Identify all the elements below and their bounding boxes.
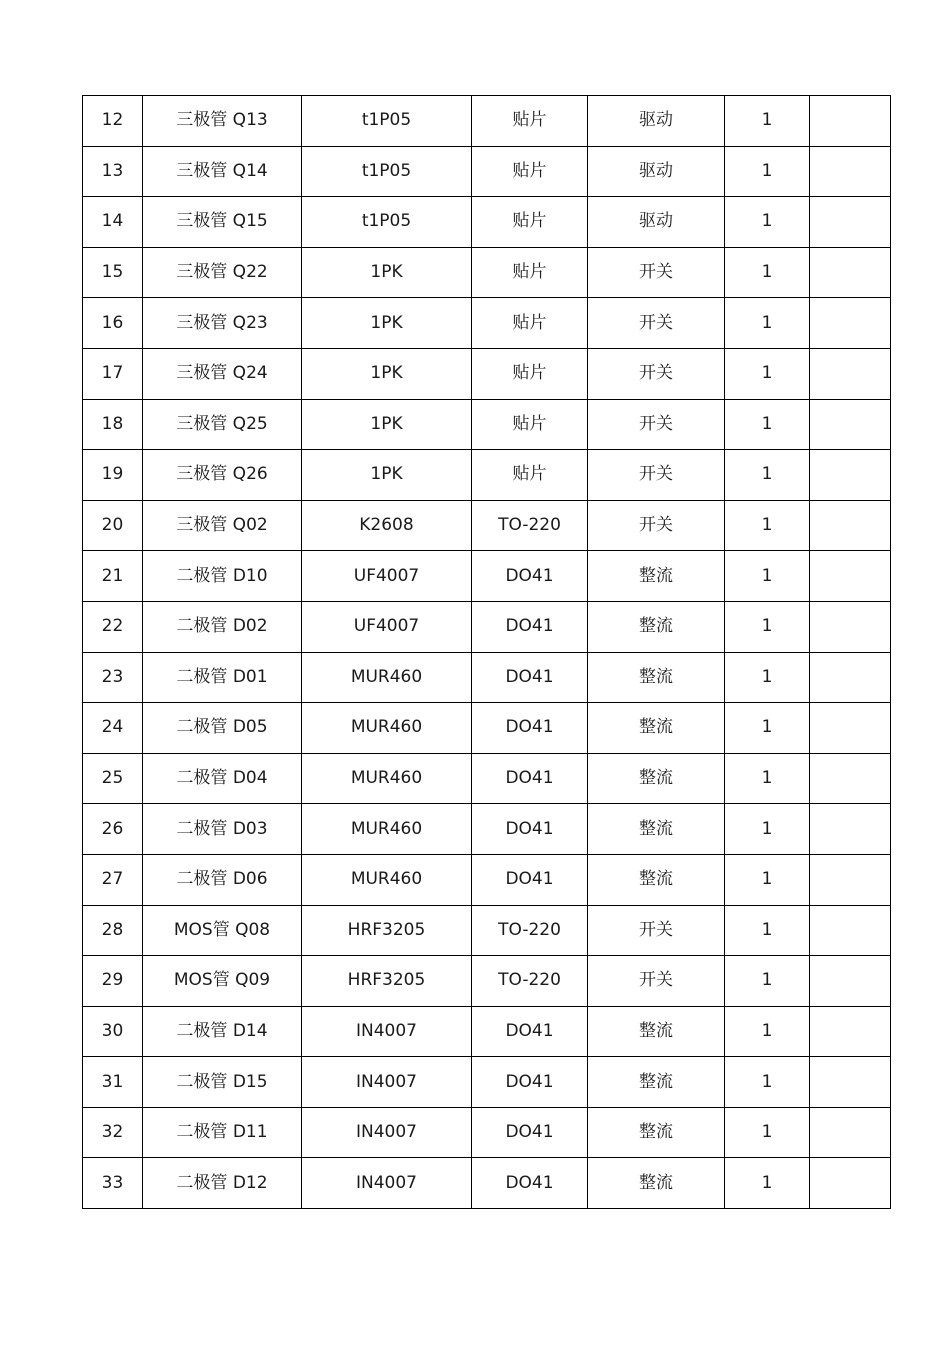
component-function-cell: 整流 (588, 1057, 725, 1108)
component-note-cell (810, 1006, 891, 1057)
row-number-cell: 16 (83, 298, 143, 349)
row-number-cell: 31 (83, 1057, 143, 1108)
component-note-cell (810, 450, 891, 501)
component-name-cell: 三极管 Q02 (143, 500, 302, 551)
table-row (83, 247, 891, 298)
component-package-cell: DO41 (472, 551, 588, 602)
component-quantity-cell: 1 (725, 247, 810, 298)
component-name-cell: 三极管 Q25 (143, 399, 302, 450)
table-row (83, 1057, 891, 1108)
component-name-cell: 二极管 D03 (143, 804, 302, 855)
row-number-cell: 20 (83, 500, 143, 551)
component-package-cell: DO41 (472, 1158, 588, 1209)
table-row (83, 854, 891, 905)
row-number-cell: 17 (83, 348, 143, 399)
component-model-cell: t1P05 (302, 96, 472, 147)
component-quantity-cell: 1 (725, 348, 810, 399)
row-number-cell: 24 (83, 703, 143, 754)
component-function-cell: 开关 (588, 500, 725, 551)
row-number-cell: 21 (83, 551, 143, 602)
component-quantity-cell: 1 (725, 601, 810, 652)
row-number-cell: 19 (83, 450, 143, 501)
table-row (83, 601, 891, 652)
component-model-cell: IN4007 (302, 1057, 472, 1108)
component-name-cell: 二极管 D12 (143, 1158, 302, 1209)
table-row (83, 298, 891, 349)
component-package-cell: 贴片 (472, 399, 588, 450)
table-row (83, 96, 891, 147)
component-name-cell: 三极管 Q22 (143, 247, 302, 298)
table-row (83, 956, 891, 1007)
component-note-cell (810, 197, 891, 248)
component-model-cell: 1PK (302, 450, 472, 501)
component-model-cell: UF4007 (302, 601, 472, 652)
component-package-cell: TO-220 (472, 905, 588, 956)
component-function-cell: 驱动 (588, 146, 725, 197)
component-model-cell: IN4007 (302, 1158, 472, 1209)
row-number-cell: 22 (83, 601, 143, 652)
component-function-cell: 整流 (588, 601, 725, 652)
component-quantity-cell: 1 (725, 450, 810, 501)
component-package-cell: TO-220 (472, 956, 588, 1007)
component-name-cell: 二极管 D02 (143, 601, 302, 652)
component-function-cell: 开关 (588, 247, 725, 298)
component-name-cell: MOS管 Q08 (143, 905, 302, 956)
component-note-cell (810, 500, 891, 551)
component-note-cell (810, 96, 891, 147)
component-note-cell (810, 551, 891, 602)
component-model-cell: MUR460 (302, 652, 472, 703)
component-package-cell: 贴片 (472, 197, 588, 248)
component-note-cell (810, 703, 891, 754)
component-function-cell: 整流 (588, 551, 725, 602)
component-name-cell: 三极管 Q26 (143, 450, 302, 501)
component-quantity-cell: 1 (725, 1057, 810, 1108)
component-quantity-cell: 1 (725, 146, 810, 197)
component-function-cell: 整流 (588, 703, 725, 754)
component-package-cell: DO41 (472, 601, 588, 652)
parts-table-body (83, 96, 891, 1209)
component-function-cell: 驱动 (588, 96, 725, 147)
component-package-cell: DO41 (472, 1006, 588, 1057)
component-package-cell: DO41 (472, 804, 588, 855)
component-note-cell (810, 399, 891, 450)
component-note-cell (810, 348, 891, 399)
table-row (83, 753, 891, 804)
component-quantity-cell: 1 (725, 956, 810, 1007)
row-number-cell: 12 (83, 96, 143, 147)
component-note-cell (810, 753, 891, 804)
component-note-cell (810, 1057, 891, 1108)
component-function-cell: 开关 (588, 399, 725, 450)
table-row (83, 146, 891, 197)
row-number-cell: 18 (83, 399, 143, 450)
component-quantity-cell: 1 (725, 551, 810, 602)
component-quantity-cell: 1 (725, 905, 810, 956)
row-number-cell: 14 (83, 197, 143, 248)
component-model-cell: IN4007 (302, 1006, 472, 1057)
component-function-cell: 整流 (588, 1006, 725, 1057)
component-function-cell: 开关 (588, 450, 725, 501)
component-package-cell: DO41 (472, 703, 588, 754)
parts-table (82, 95, 891, 1209)
component-package-cell: TO-220 (472, 500, 588, 551)
component-note-cell (810, 652, 891, 703)
row-number-cell: 25 (83, 753, 143, 804)
row-number-cell: 32 (83, 1107, 143, 1158)
row-number-cell: 13 (83, 146, 143, 197)
component-quantity-cell: 1 (725, 804, 810, 855)
component-function-cell: 开关 (588, 956, 725, 1007)
component-model-cell: MUR460 (302, 804, 472, 855)
component-package-cell: 贴片 (472, 96, 588, 147)
table-row (83, 1107, 891, 1158)
component-package-cell: 贴片 (472, 247, 588, 298)
component-model-cell: IN4007 (302, 1107, 472, 1158)
component-function-cell: 整流 (588, 1107, 725, 1158)
table-row (83, 348, 891, 399)
component-note-cell (810, 1158, 891, 1209)
row-number-cell: 29 (83, 956, 143, 1007)
table-row (83, 197, 891, 248)
table-row (83, 450, 891, 501)
component-package-cell: 贴片 (472, 348, 588, 399)
component-model-cell: t1P05 (302, 197, 472, 248)
component-model-cell: MUR460 (302, 854, 472, 905)
component-model-cell: 1PK (302, 399, 472, 450)
component-name-cell: 二极管 D10 (143, 551, 302, 602)
component-name-cell: 三极管 Q13 (143, 96, 302, 147)
component-name-cell: 二极管 D01 (143, 652, 302, 703)
component-quantity-cell: 1 (725, 1158, 810, 1209)
component-function-cell: 整流 (588, 652, 725, 703)
component-function-cell: 开关 (588, 298, 725, 349)
component-package-cell: DO41 (472, 1107, 588, 1158)
component-name-cell: 三极管 Q23 (143, 298, 302, 349)
row-number-cell: 28 (83, 905, 143, 956)
component-name-cell: 二极管 D15 (143, 1057, 302, 1108)
component-name-cell: 二极管 D11 (143, 1107, 302, 1158)
component-function-cell: 整流 (588, 804, 725, 855)
component-name-cell: 三极管 Q14 (143, 146, 302, 197)
component-package-cell: DO41 (472, 652, 588, 703)
component-function-cell: 整流 (588, 854, 725, 905)
row-number-cell: 30 (83, 1006, 143, 1057)
component-package-cell: DO41 (472, 1057, 588, 1108)
row-number-cell: 33 (83, 1158, 143, 1209)
component-name-cell: 三极管 Q15 (143, 197, 302, 248)
component-function-cell: 开关 (588, 905, 725, 956)
component-function-cell: 开关 (588, 348, 725, 399)
table-row (83, 905, 891, 956)
component-quantity-cell: 1 (725, 399, 810, 450)
component-package-cell: 贴片 (472, 146, 588, 197)
component-note-cell (810, 601, 891, 652)
component-quantity-cell: 1 (725, 500, 810, 551)
component-name-cell: 三极管 Q24 (143, 348, 302, 399)
component-quantity-cell: 1 (725, 1006, 810, 1057)
component-model-cell: HRF3205 (302, 905, 472, 956)
row-number-cell: 26 (83, 804, 143, 855)
component-quantity-cell: 1 (725, 1107, 810, 1158)
component-quantity-cell: 1 (725, 197, 810, 248)
component-quantity-cell: 1 (725, 703, 810, 754)
table-row (83, 1006, 891, 1057)
component-model-cell: MUR460 (302, 703, 472, 754)
component-note-cell (810, 854, 891, 905)
component-name-cell: MOS管 Q09 (143, 956, 302, 1007)
component-quantity-cell: 1 (725, 298, 810, 349)
component-note-cell (810, 247, 891, 298)
component-quantity-cell: 1 (725, 652, 810, 703)
component-model-cell: 1PK (302, 298, 472, 349)
component-quantity-cell: 1 (725, 854, 810, 905)
component-package-cell: DO41 (472, 854, 588, 905)
component-quantity-cell: 1 (725, 753, 810, 804)
table-row (83, 652, 891, 703)
component-name-cell: 二极管 D14 (143, 1006, 302, 1057)
table-row (83, 500, 891, 551)
table-row (83, 551, 891, 602)
component-model-cell: MUR460 (302, 753, 472, 804)
component-model-cell: UF4007 (302, 551, 472, 602)
table-row (83, 1158, 891, 1209)
component-quantity-cell: 1 (725, 96, 810, 147)
component-model-cell: t1P05 (302, 146, 472, 197)
component-package-cell: 贴片 (472, 450, 588, 501)
component-package-cell: 贴片 (472, 298, 588, 349)
table-row (83, 804, 891, 855)
component-model-cell: K2608 (302, 500, 472, 551)
component-name-cell: 二极管 D05 (143, 703, 302, 754)
row-number-cell: 27 (83, 854, 143, 905)
row-number-cell: 23 (83, 652, 143, 703)
table-row (83, 399, 891, 450)
row-number-cell: 15 (83, 247, 143, 298)
component-function-cell: 整流 (588, 753, 725, 804)
table-row (83, 703, 891, 754)
component-note-cell (810, 905, 891, 956)
component-note-cell (810, 956, 891, 1007)
component-package-cell: DO41 (472, 753, 588, 804)
component-note-cell (810, 1107, 891, 1158)
component-note-cell (810, 298, 891, 349)
component-function-cell: 整流 (588, 1158, 725, 1209)
component-note-cell (810, 146, 891, 197)
component-model-cell: 1PK (302, 247, 472, 298)
component-model-cell: HRF3205 (302, 956, 472, 1007)
component-name-cell: 二极管 D04 (143, 753, 302, 804)
component-function-cell: 驱动 (588, 197, 725, 248)
component-note-cell (810, 804, 891, 855)
component-model-cell: 1PK (302, 348, 472, 399)
component-name-cell: 二极管 D06 (143, 854, 302, 905)
